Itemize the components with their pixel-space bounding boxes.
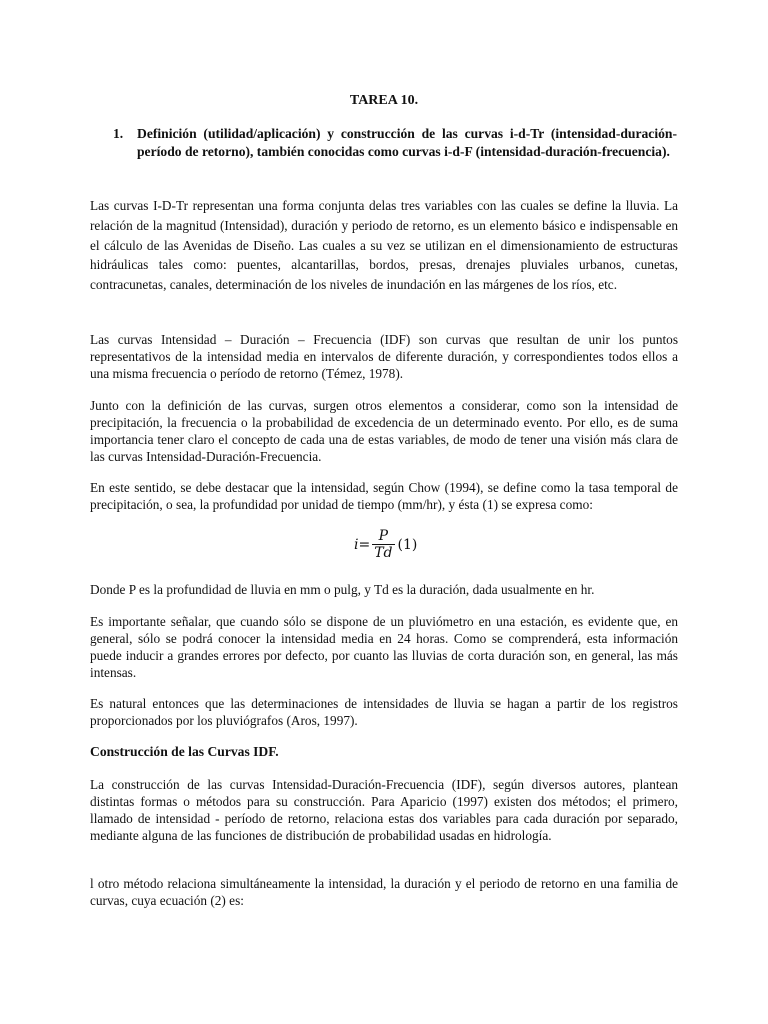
paragraph-5: Donde P es la profundidad de lluvia en mm o pulg, y Td es la duración, dada usualmente en hr. bbox=[90, 582, 595, 597]
paragraph-7: Es natural entonces que las determinaciones de intensidades de lluvia se hagan a partir de los registros proporcionados por los pluviógrafos (Aros, 1997). bbox=[90, 696, 678, 728]
formula-denominator: Td bbox=[374, 545, 393, 561]
paragraph-1: Las curvas I-D-Tr representan una forma conjunta delas tres variables con las cuales se define la lluvia. La relación de la magnitud (Intensidad), duración y periodo de retorno, es un elemento básico e indispensable en el cálculo de las Avenidas de Diseño. Las cuales a su vez se utilizan en el dimensionamiento de estructuras hidráulicas tales como: puentes, alcantarillas, bordos, presas, drenajes pluviales urbanos, cunetas, contracunetas, canales, determinación de los niveles de inundación en las márgenes de los ríos, etc. bbox=[90, 198, 678, 293]
formula-numerator: P bbox=[378, 528, 389, 544]
item-number: 1. bbox=[113, 126, 124, 141]
formula-equals: = bbox=[358, 536, 371, 553]
numbered-item-1 bbox=[113, 125, 677, 160]
section-heading: Construcción de las Curvas IDF. bbox=[90, 744, 279, 759]
formula-number: (1) bbox=[397, 536, 418, 553]
formula-fraction bbox=[372, 528, 394, 561]
paragraph-9: l otro método relaciona simultáneamente la intensidad, la duración y el periodo de retorno en una familia de curvas, cuya ecuación (2) es: bbox=[90, 876, 678, 908]
intensity-formula bbox=[354, 528, 417, 561]
item-text: Definición (utilidad/aplicación) y construcción de las curvas i-d-Tr (intensidad-duración-período de retorno), también conocidas como curvas i-d-F (intensidad-duración-frecuencia). bbox=[137, 126, 677, 159]
document-title: TAREA 10. bbox=[349, 93, 419, 108]
paragraph-4: En este sentido, se debe destacar que la intensidad, según Chow (1994), se define como la tasa temporal de precipitación, o sea, la profundidad por unidad de tiempo (mm/hr), y ésta (1) se expresa como: bbox=[90, 480, 678, 512]
paragraph-3: Junto con la definición de las curvas, surgen otros elementos a considerar, como son la intensidad de precipitación, la frecuencia o la probabilidad de excedencia de un determinado evento. Por ello, es de suma importancia tener claro el concepto de cada una de estas variables, de modo de tener una visión más clara de las curvas Intensidad-Duración-Frecuencia. bbox=[90, 398, 678, 464]
paragraph-6: Es importante señalar, que cuando sólo se dispone de un pluviómetro en una estación, es evidente que, en general, sólo se podrá conocer la intensidad media en 24 horas. Como se comprenderá, esta información puede inducir a grandes errores por defecto, por cuanto las lluvias de corta duración son, en general, las más intensas. bbox=[90, 614, 678, 680]
formula-lhs: i bbox=[354, 536, 359, 553]
paragraph-2: Las curvas Intensidad – Duración – Frecuencia (IDF) son curvas que resultan de unir los puntos representativos de la intensidad media en intervalos de diferente duración, y correspondientes todos ellos a una misma frecuencia o período de retorno (Témez, 1978). bbox=[90, 332, 678, 381]
paragraph-8: La construcción de las curvas Intensidad-Duración-Frecuencia (IDF), según diversos autores, plantean distintas formas o métodos para su construcción. Para Aparicio (1997) existen dos métodos; el primero, llamado de intensidad - período de retorno, relaciona estas dos variables para cada duración por separado, mediante alguna de las funciones de distribución de probabilidad usadas en hidrología. bbox=[90, 777, 678, 843]
